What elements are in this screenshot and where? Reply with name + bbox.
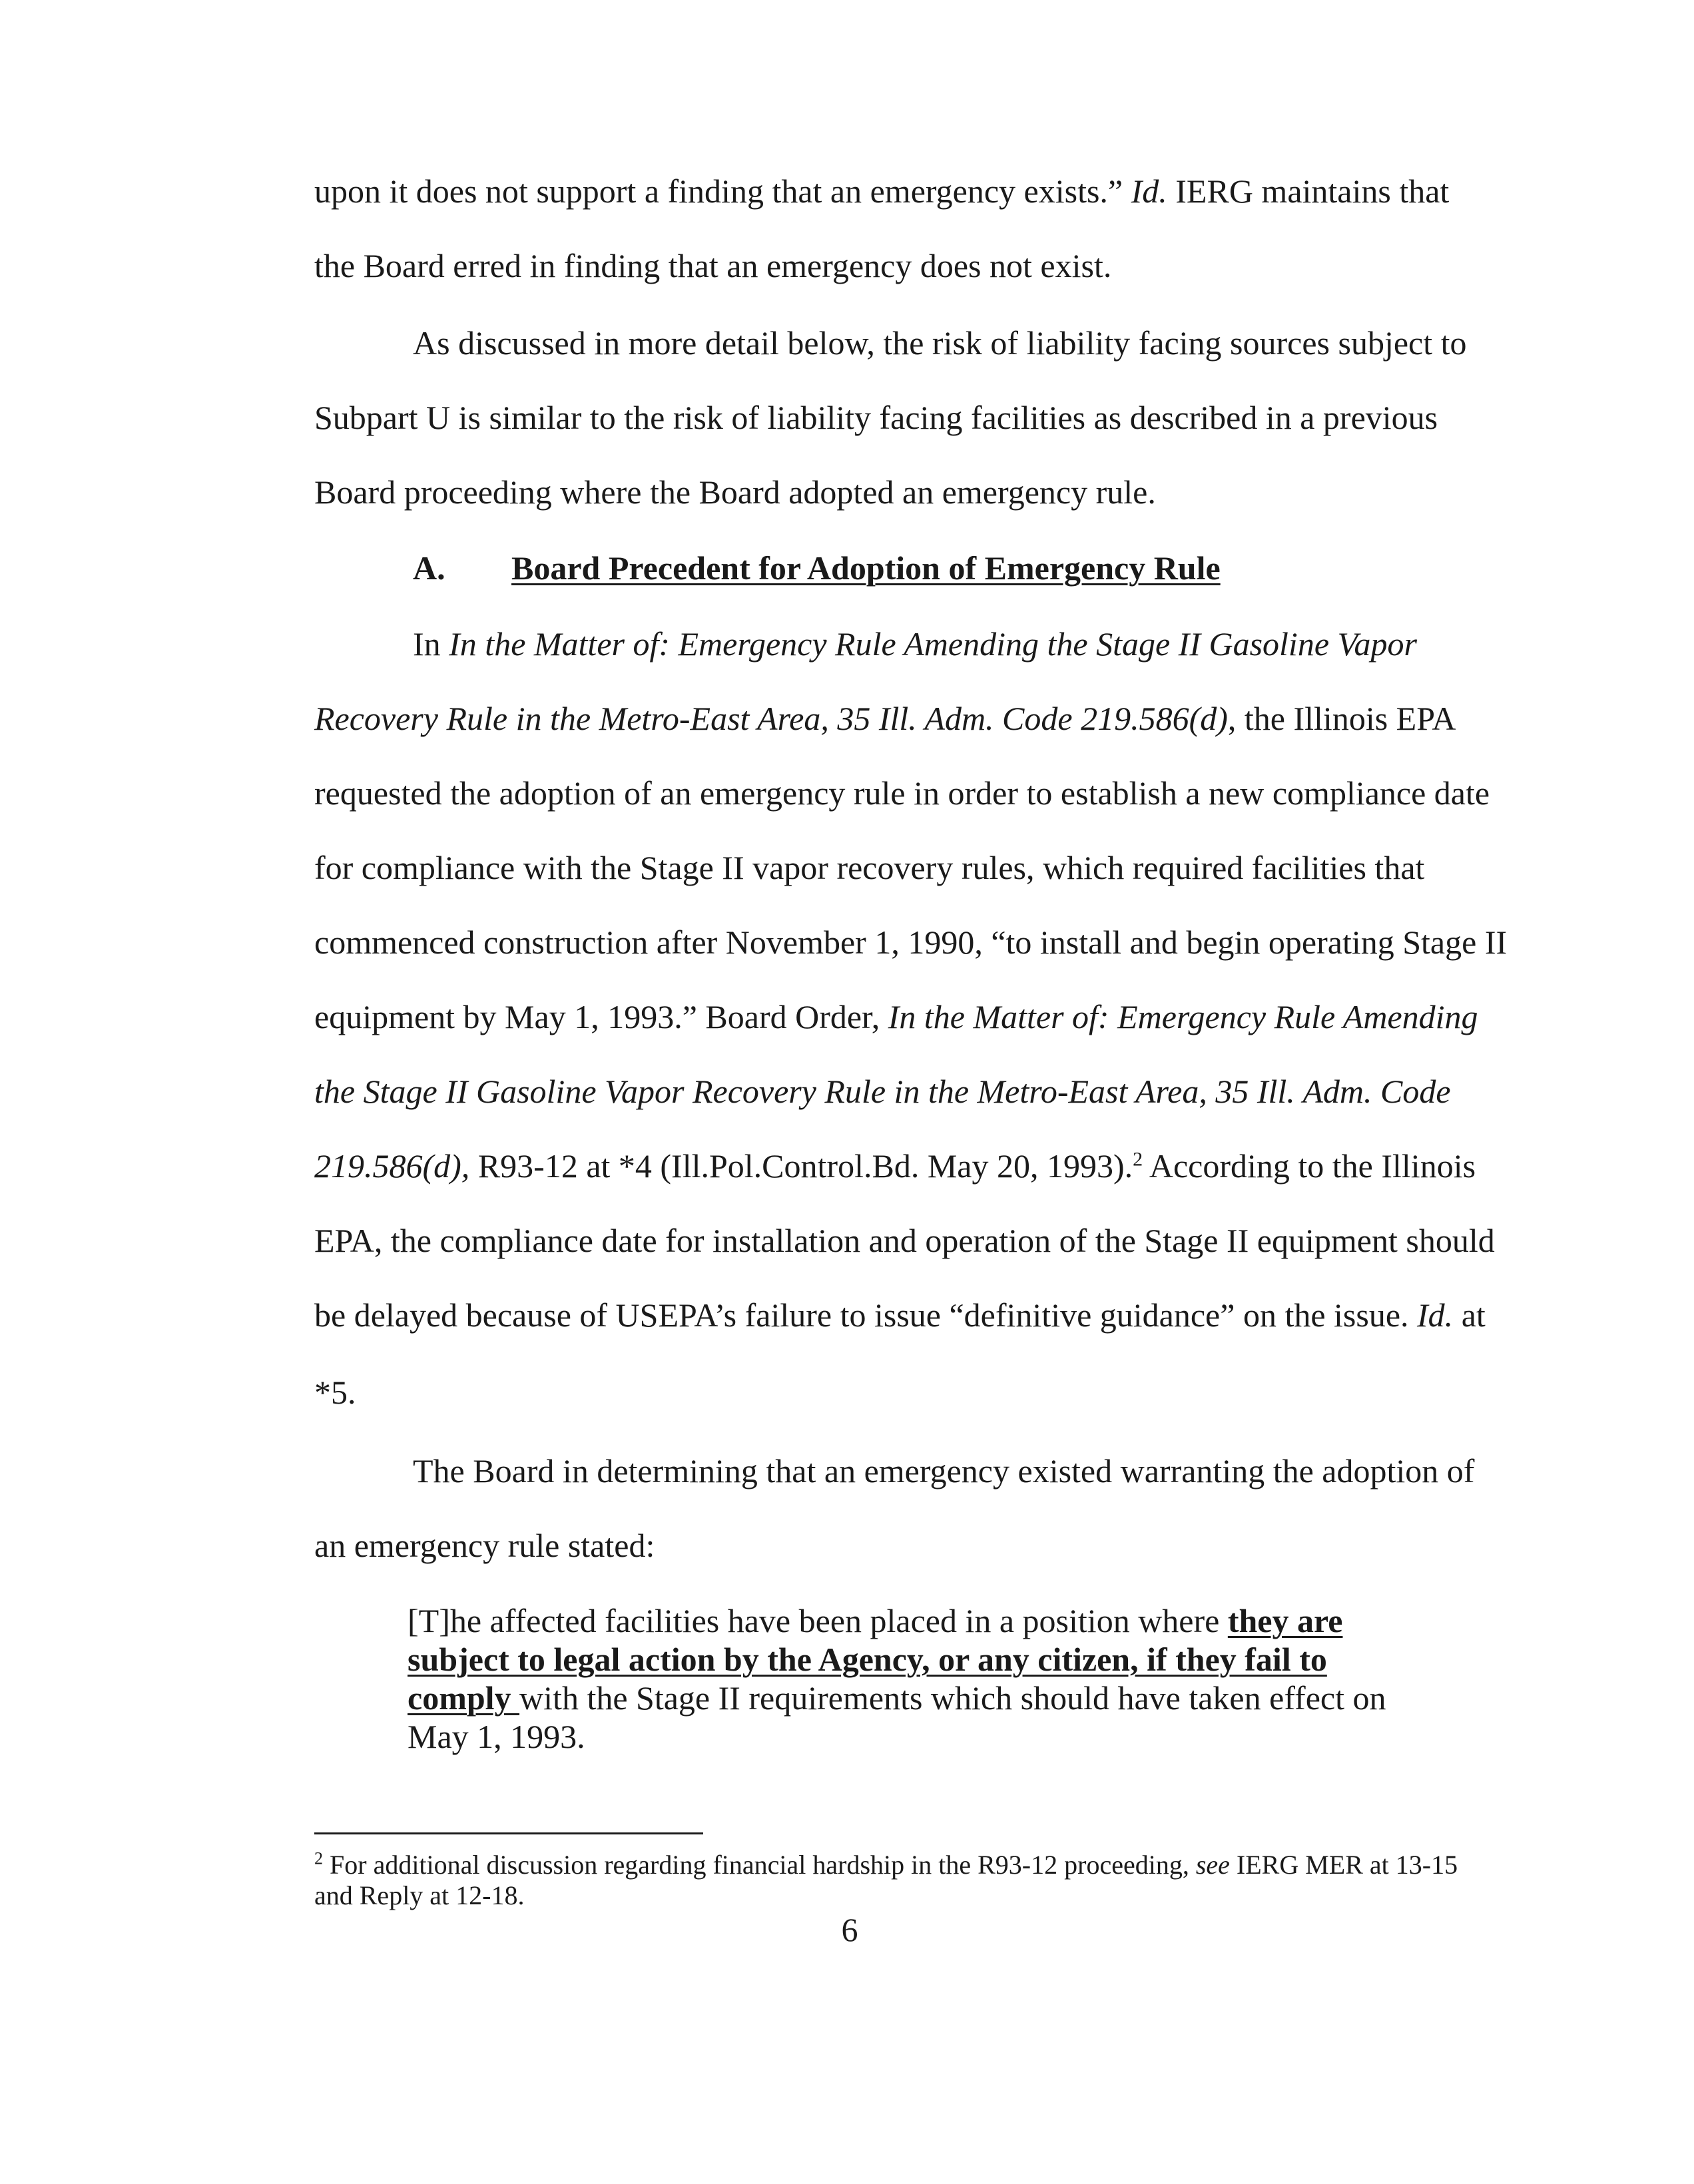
section-heading: Board Precedent for Adoption of Emergency Rule	[511, 549, 1221, 587]
body-line: an emergency rule stated:	[314, 1527, 655, 1564]
case-citation: Recovery Rule in the Metro-East Area, 35 Ill. Adm. Code 219.586(d)	[314, 700, 1228, 737]
signal-word: see	[1195, 1850, 1230, 1880]
text-run: In	[413, 625, 449, 663]
text-run: equipment by May 1, 1993.” Board Order,	[314, 998, 888, 1035]
body-line	[314, 997, 1478, 1037]
citation-id: Id.	[1417, 1296, 1454, 1334]
text-run: IERG MER at 13-15	[1229, 1850, 1458, 1880]
body-line	[314, 1071, 1451, 1111]
body-line: The Board in determining that an emergency existed warranting the adoption of	[413, 1452, 1475, 1490]
quote-line	[408, 1640, 1327, 1679]
case-citation: the Stage II Gasoline Vapor Recovery Rule in the Metro-East Area, 35 Ill. Adm. Code	[314, 1073, 1451, 1110]
body-line	[314, 1295, 1486, 1335]
text-run: [T]he affected facilities have been placed in a position where	[408, 1602, 1228, 1639]
body-line	[314, 1146, 1476, 1186]
footnote-divider	[314, 1832, 703, 1834]
text-run: with the Stage II requirements which should have taken effect on	[519, 1679, 1386, 1717]
body-line: *5.	[314, 1374, 356, 1411]
body-line: As discussed in more detail below, the risk of liability facing sources subject to	[413, 324, 1467, 362]
body-line: commenced construction after November 1, 1990, “to install and begin operating Stage II	[314, 924, 1508, 961]
footnote-ref: 2	[1133, 1148, 1143, 1171]
quote-line	[408, 1601, 1342, 1640]
page-number: 6	[841, 1911, 858, 1948]
body-line: Board proceeding where the Board adopted an emergency rule.	[314, 473, 1156, 511]
text-run: IERG maintains that	[1167, 172, 1450, 210]
footnote-line	[314, 1850, 1458, 1880]
emphasis-text: subject to legal action by the Agency, or any citizen, if they fail to	[408, 1641, 1327, 1678]
text-run: , the Illinois EPA	[1227, 700, 1456, 737]
case-citation: 219.586(d),	[314, 1147, 470, 1185]
body-line: EPA, the compliance date for installation and operation of the Stage II equipment should	[314, 1222, 1495, 1259]
citation-id: Id.	[1131, 172, 1167, 210]
body-line: for compliance with the Stage II vapor recovery rules, which required facilities that	[314, 849, 1425, 886]
case-citation: In the Matter of: Emergency Rule Amending	[888, 998, 1478, 1035]
body-line: the Board erred in finding that an emergency does not exist.	[314, 247, 1112, 284]
text-run: R93-12 at *4 (Ill.Pol.Control.Bd. May 20, 1993).	[469, 1147, 1133, 1185]
quote-line: May 1, 1993.	[408, 1718, 585, 1755]
body-line: Subpart U is similar to the risk of liability facing facilities as described in a previous	[314, 399, 1438, 436]
body-line	[314, 171, 1449, 211]
body-line	[413, 624, 1417, 664]
text-run: be delayed because of USEPA’s failure to issue “definitive guidance” on the issue.	[314, 1296, 1418, 1334]
text-run: According to the Illinois	[1143, 1147, 1476, 1185]
footnote-number: 2	[314, 1848, 323, 1868]
section-letter: A.	[413, 549, 445, 587]
quote-line	[408, 1679, 1386, 1717]
body-line	[314, 698, 1456, 738]
text-run: upon it does not support a finding that an emergency exists.”	[314, 172, 1131, 210]
emphasis-text: they are	[1227, 1602, 1343, 1639]
emphasis-text: comply	[408, 1679, 520, 1717]
text-run: at	[1453, 1296, 1486, 1334]
footnote-line: and Reply at 12-18.	[314, 1880, 525, 1910]
body-line: requested the adoption of an emergency rule in order to establish a new compliance date	[314, 774, 1490, 812]
text-run: For additional discussion regarding financial hardship in the R93-12 proceeding,	[323, 1850, 1196, 1880]
case-citation: In the Matter of: Emergency Rule Amending the Stage II Gasoline Vapor	[449, 625, 1417, 663]
